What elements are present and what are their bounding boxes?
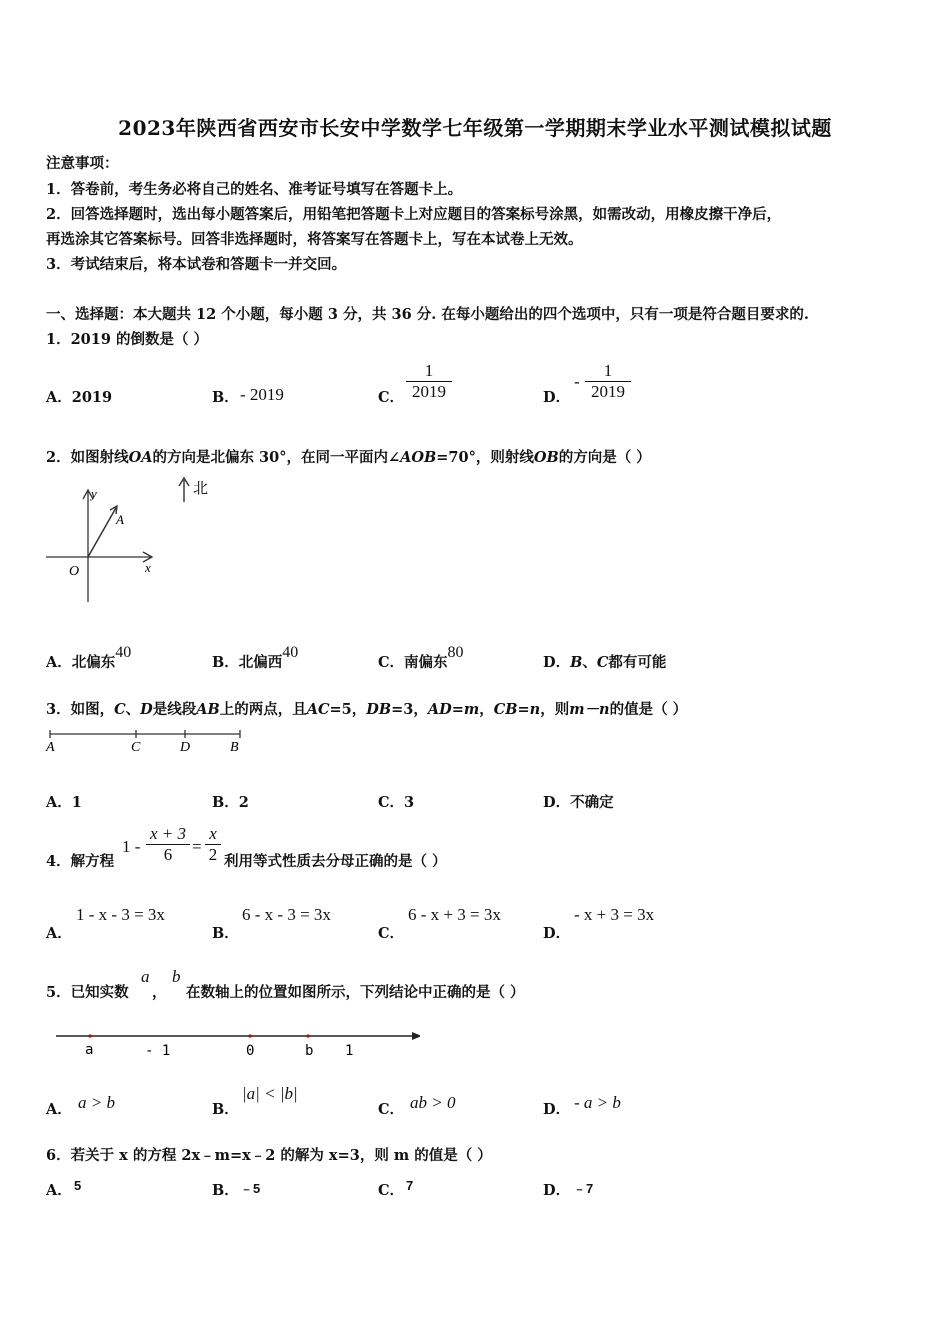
stem-text: = [451,701,464,718]
q3-option-d: D．不确定 [543,794,614,811]
fraction-denominator: 6 [146,844,190,865]
stem-text: 2．如图射线 [46,449,129,466]
q6-option-c-label: C． [378,1182,405,1199]
fraction-denominator: 2019 [406,381,452,402]
q3-option-b: B．2 [212,794,249,811]
point-d-label: D [180,740,191,755]
q4-option-d-label: D． [543,925,571,942]
stem-text: 的值是（ ） [609,701,688,718]
number-line-arrow-icon [412,1032,420,1040]
option-var: C [596,654,609,671]
stem-var: CB [493,701,518,718]
fraction-numerator: x [209,824,217,843]
q4-fraction-2 [205,824,221,865]
question-4-stem-start: 4．解方程 [46,853,115,870]
question-2-stem [46,446,651,467]
section-heading: 一、选择题：本大题共 12 个小题，每小题 3 分，共 36 分. 在每小题给出的四个选项中，只有一项是符合题目要求的. [46,306,809,323]
q4-option-d-value: - x + 3 = 3x [574,905,655,924]
fraction-numerator: 1 [603,361,613,380]
axis-label-b: b [305,1043,314,1059]
stem-var: m [463,701,480,718]
q1-option-c-label: C． [378,389,405,406]
stem-var: OA [128,449,153,466]
stem-text: = [517,701,530,718]
q4-eq-left: 1 - [122,837,141,856]
q5-option-b-label: B． [212,1101,239,1118]
stem-text: 3．如图， [46,701,115,718]
q4-option-a-label: A． [46,925,72,942]
stem-var: AB [196,701,220,718]
q5-option-a-label: A． [46,1101,72,1118]
q2-option-a [46,644,132,672]
q4-option-c-label: C． [378,925,405,942]
point-a-label: A [46,740,55,755]
question-1-stem: 1．2019 的倒数是（ ） [46,331,209,348]
stem-text: ， [479,701,494,718]
fig-y-label: y [91,486,97,501]
point-0-dot [248,1034,251,1037]
q2-option-c [378,644,464,672]
q5-option-d-label: D． [543,1101,571,1118]
stem-text: =3， [391,701,428,718]
stem-var: C [114,701,126,718]
stem-text: ，则 [540,701,570,718]
stem-var: D [140,701,153,718]
q6-option-b-value: ﹣5 [240,1181,261,1196]
stem-var: AD [427,701,452,718]
q1-option-d-fraction [585,361,631,402]
q6-option-d-label: D． [543,1182,571,1199]
q5-option-c-label: C． [378,1101,405,1118]
option-label: B．北偏西 [212,654,283,671]
q4-option-b-label: B． [212,925,239,942]
q6-option-b-label: B． [212,1182,239,1199]
fraction-numerator: x + 3 [149,824,187,843]
stem-var: m－n [569,701,610,718]
fraction-denominator: 2 [205,844,221,865]
notice-item: 3．考试结束后，将本试卷和答题卡一并交回。 [46,256,347,273]
option-value: 80 [447,644,464,661]
axis-label-0: 0 [246,1043,255,1059]
q6-option-a-label: A． [46,1182,72,1199]
q4-option-c-value: 6 - x + 3 = 3x [408,905,501,924]
axis-label-a: a [85,1042,94,1058]
stem-var: OB [533,449,559,466]
stem-var: AOB [400,449,437,466]
q2-option-d [543,651,666,672]
q1-option-d-label: D． [543,389,571,406]
stem-var: AC [306,701,330,718]
stem-text: 的方向是（ ） [558,449,651,466]
notice-item: 1．答卷前，考生务必将自己的姓名、准考证号填写在答题卡上。 [46,181,463,198]
fraction-denominator: 2019 [585,381,631,402]
q1-option-d-sign: - [574,372,580,391]
fig-o-label: O [69,564,80,579]
stem-text: =5， [329,701,367,718]
q1-option-b-label: B． [212,389,239,406]
q2-figure [40,474,230,614]
ray-oa [88,506,117,557]
axis-label-minus-1: - 1 [145,1043,171,1059]
question-6-stem: 6．若关于 x 的方程 2x﹣m=x﹣2 的解为 x=3，则 m 的值是（ ） [46,1147,492,1164]
q5-option-c-value: ab > 0 [410,1093,456,1112]
q4-option-b-value: 6 - x - 3 = 3x [242,905,331,924]
q3-segment-figure [44,726,254,758]
fig-x-label: x [145,560,151,575]
q6-option-d-value: ﹣7 [573,1181,594,1196]
q5-option-b-value: |a| < |b| [242,1084,298,1103]
fraction-numerator: 1 [424,361,434,380]
north-label: 北 [193,479,209,497]
option-text: 都有可能 [608,654,667,671]
notice-item: 2．回答选择题时，选出每小题答案后，用铅笔把答题卡上对应题目的答案标号涂黑，如需改动，用橡皮擦干净后， [46,206,782,223]
axis-label-1: 1 [345,1043,354,1059]
fig-a-label: A [116,512,124,527]
q6-option-c-value: 7 [406,1178,414,1193]
stem-var: n [529,701,541,718]
q3-option-c: C．3 [378,794,415,811]
q1-option-b-value: - 2019 [240,385,284,404]
q4-fraction-1 [146,824,190,865]
stem-var: DB [366,701,392,718]
option-text: 、 [582,654,597,671]
q4-option-a-value: 1 - x - 3 = 3x [76,905,165,924]
page-title: 2023年陕西省西安市长安中学数学七年级第一学期期末学业水平测试模拟试题 [118,116,832,140]
q1-option-c-fraction [406,361,452,402]
point-c-label: C [131,740,141,755]
question-4-stem-end: 利用等式性质去分母正确的是（ ） [224,853,447,870]
option-value: 40 [282,644,299,661]
option-value: 40 [115,644,132,661]
point-b-label: B [230,740,239,755]
q6-option-a-value: 5 [74,1178,82,1193]
question-3-stem [46,698,687,719]
q1-option-a: A．2019 [46,389,113,406]
q5-var-b: b [172,967,181,986]
question-5-stem-end: 在数轴上的位置如图所示，下列结论中正确的是（ ） [186,984,525,1001]
q2-option-b [212,644,299,672]
q5-option-d-value: - a > b [574,1093,621,1112]
option-var: B [570,654,583,671]
stem-text: 上的两点，且 [219,701,307,718]
q5-var-a: a [141,967,150,986]
stem-text: =70°，则射线 [436,449,534,466]
q5-number-line [50,1026,420,1064]
option-label: C．南偏东 [378,654,448,671]
stem-text: 的方向是北偏东 30°，在同一平面内∠ [152,449,401,466]
q5-comma: ， [152,984,167,1001]
question-5-stem-start: 5．已知实数 [46,984,129,1001]
stem-text: 、 [125,701,141,718]
option-label: A．北偏东 [46,654,116,671]
q3-option-a: A．1 [46,794,82,811]
notice-heading: 注意事项： [46,155,119,172]
notice-item: 再选涂其它答案标号。回答非选择题时，将答案写在答题卡上，写在本试卷上无效。 [46,231,583,248]
q4-eq-equals: = [192,837,202,856]
point-b-dot [306,1034,309,1037]
q5-option-a-value: a > b [78,1093,115,1112]
option-label: D． [543,654,571,671]
point-a-dot [88,1034,91,1037]
stem-text: 是线段 [152,701,197,718]
